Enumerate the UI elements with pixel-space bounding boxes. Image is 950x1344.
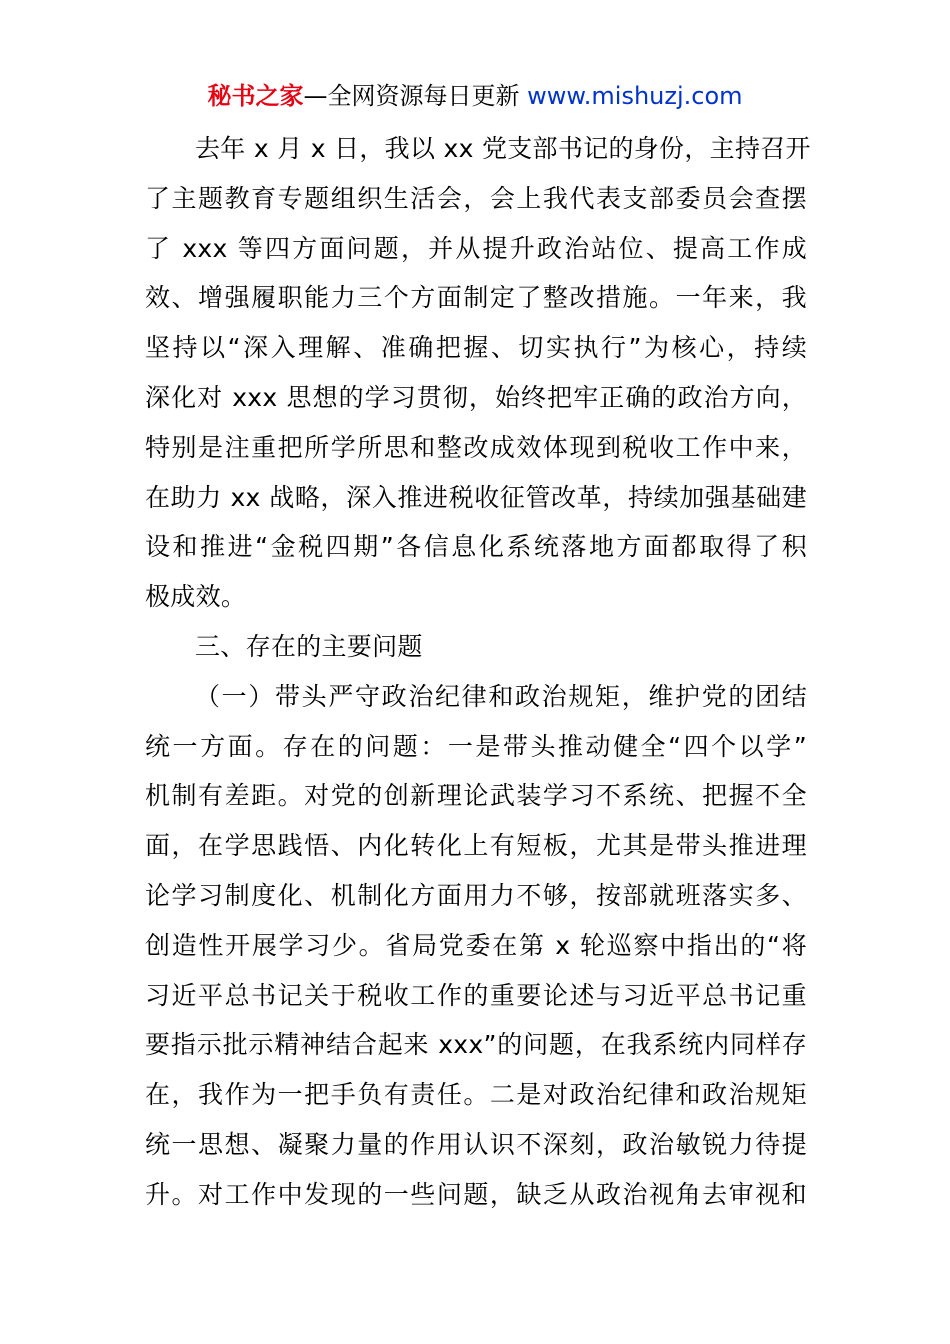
paragraph-line: 要指示批示精神结合起来 xxx”的问题，在我系统内同样存 [145, 1030, 807, 1060]
paragraph-line: 了主题教育专题组织生活会，会上我代表支部委员会查摆 [145, 183, 807, 213]
paragraph-line: 极成效。 [145, 582, 247, 612]
paragraph-line: 设和推进“金税四期”各信息化系统落地方面都取得了积 [145, 532, 807, 562]
paragraph-line: 在，我作为一把手负有责任。二是对政治纪律和政治规矩 [145, 1080, 807, 1110]
paragraph-line: 深化对 xxx 思想的学习贯彻，始终把牢正确的政治方向， [145, 382, 807, 412]
paragraph-line: （一）带头严守政治纪律和政治规矩，维护党的团结 [195, 681, 807, 711]
section-heading: 三、存在的主要问题 [195, 631, 423, 661]
paragraph-line: 机制有差距。对党的创新理论武装学习不系统、把握不全 [145, 781, 807, 811]
paragraph-line: 统一思想、凝聚力量的作用认识不深刻，政治敏锐力待提 [145, 1129, 807, 1159]
site-url-link[interactable]: www.mishuzj.com [527, 82, 743, 110]
site-header [0, 80, 950, 112]
document-body [145, 124, 811, 1220]
paragraph-line: 统一方面。存在的问题：一是带头推动健全“四个以学” [145, 731, 807, 761]
paragraph-line: 特别是注重把所学所思和整改成效体现到税收工作中来， [145, 432, 807, 462]
paragraph-line: 创造性开展学习少。省局党委在第 x 轮巡察中指出的“将 [145, 930, 807, 960]
site-tagline: —全网资源每日更新 [303, 82, 528, 110]
paragraph-line: 了 xxx 等四方面问题，并从提升政治站位、提高工作成 [145, 233, 807, 263]
paragraph-line: 坚持以“深入理解、准确把握、切实执行”为核心，持续 [145, 333, 807, 363]
paragraph-line: 论学习制度化、机制化方面用力不够，按部就班落实多、 [145, 880, 807, 910]
paragraph-line: 效、增强履职能力三个方面制定了整改措施。一年来，我 [145, 283, 807, 313]
paragraph-line: 面，在学思践悟、内化转化上有短板，尤其是带头推进理 [145, 831, 807, 861]
site-brand: 秘书之家 [207, 82, 304, 110]
paragraph-line: 在助力 xx 战略，深入推进税收征管改革，持续加强基础建 [145, 482, 807, 512]
paragraph-line: 去年 x 月 x 日，我以 xx 党支部书记的身份，主持召开 [195, 134, 811, 163]
paragraph-line: 升。对工作中发现的一些问题，缺乏从政治视角去审视和 [145, 1179, 807, 1209]
paragraph-line: 习近平总书记关于税收工作的重要论述与习近平总书记重 [145, 980, 807, 1010]
